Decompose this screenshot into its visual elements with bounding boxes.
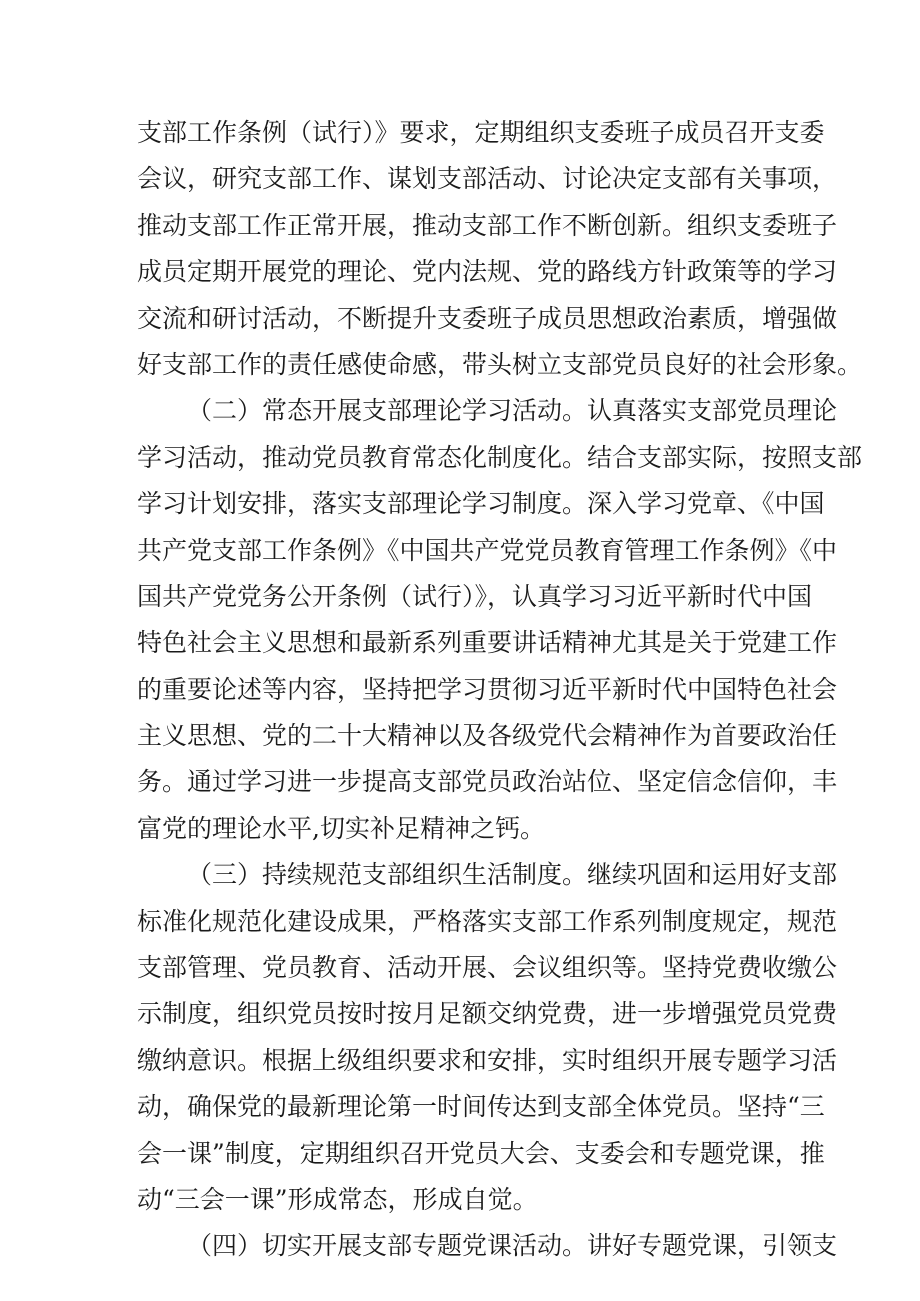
paragraph-organization-life [137, 852, 838, 1223]
text-line: 动“三会一课”形成常态，形成自觉。 [137, 1184, 538, 1214]
text-line-first: （二）常态开展支部理论学习活动。认真落实支部党员理论 [187, 396, 838, 426]
text-line: 主义思想、党的二十大精神以及各级党代会精神作为首要政治任 [137, 721, 838, 751]
text-line: 的重要论述等内容，坚持把学习贯彻习近平新时代中国特色社会 [137, 674, 838, 704]
text-line: 国共产党党务公开条例（试行）》，认真学习习近平新时代中国 [137, 581, 813, 611]
text-line: 务。通过学习进一步提高支部党员政治站位、坚定信念信仰，丰 [137, 767, 838, 797]
text-line: 标准化规范化建设成果，严格落实支部工作系列制度规定，规范 [137, 906, 838, 936]
text-line: 富党的理论水平,切实补足精神之钙。 [137, 813, 545, 843]
text-line: 会议，研究支部工作、谋划支部活动、讨论决定支部有关事项， [137, 164, 838, 194]
text-line: 支部管理、党员教育、活动开展、会议组织等。坚持党费收缴公 [137, 953, 838, 983]
paragraph-branch-committee [137, 110, 863, 388]
text-line: 学习活动，推动党员教育常态化制度化。结合支部实际，按照支部 [137, 442, 863, 472]
text-line-first: （四）切实开展支部专题党课活动。讲好专题党课，引领支 [187, 1231, 838, 1261]
text-line: 推动支部工作正常开展，推动支部工作不断创新。组织支委班子 [137, 210, 838, 240]
text-line: 特色社会主义思想和最新系列重要讲话精神尤其是关于党建工作 [137, 628, 838, 658]
text-line-first: （三）持续规范支部组织生活制度。继续巩固和运用好支部 [187, 860, 838, 890]
text-line: 共产党支部工作条例》《中国共产党党员教育管理工作条例》《中 [137, 535, 838, 565]
paragraph-party-lecture [137, 1223, 838, 1269]
text-line: 好支部工作的责任感使命感，带头树立支部党员良好的社会形象。 [137, 349, 863, 379]
body-text [137, 110, 863, 1270]
text-line: 交流和研讨活动，不断提升支委班子成员思想政治素质，增强做 [137, 303, 838, 333]
text-line: 示制度，组织党员按时按月足额交纳党费，进一步增强党员党费 [137, 999, 838, 1029]
text-line: 缴纳意识。根据上级组织要求和安排，实时组织开展专题学习活 [137, 1045, 838, 1075]
text-line: 会一课”制度，定期组织召开党员大会、支委会和专题党课，推 [137, 1138, 825, 1168]
paragraph-theory-study [137, 388, 863, 852]
text-line: 学习计划安排，落实支部理论学习制度。深入学习党章、《中国 [137, 489, 825, 519]
text-line: 动，确保党的最新理论第一时间传达到支部全体党员。坚持“三 [137, 1092, 825, 1122]
text-line: 支部工作条例（试行）》要求，定期组织支委班子成员召开支委 [137, 118, 825, 147]
text-line: 成员定期开展党的理论、党内法规、党的路线方针政策等的学习 [137, 257, 838, 287]
